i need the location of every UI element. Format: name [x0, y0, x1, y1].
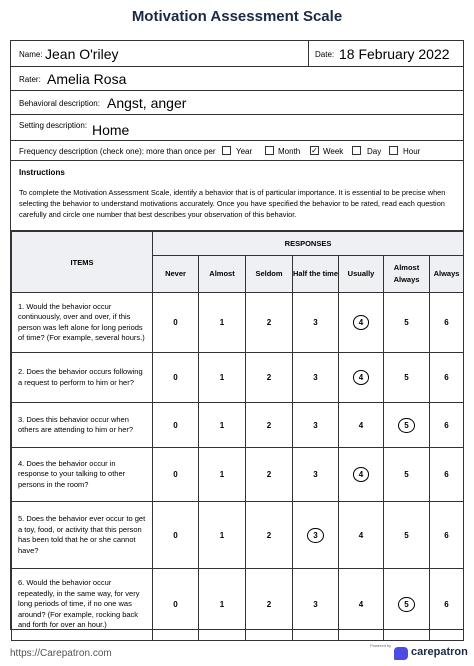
frequency-label: Frequency description (check one): more than once per — [19, 147, 216, 156]
response-value: 4 — [358, 600, 364, 609]
year-checkbox[interactable] — [222, 146, 231, 155]
circled-response: 3 — [307, 528, 323, 543]
response-cell[interactable] — [246, 403, 293, 448]
response-value: 0 — [173, 530, 178, 540]
response-cell[interactable] — [199, 569, 246, 641]
column-header: Never — [153, 256, 199, 293]
response-value: 6 — [444, 373, 449, 382]
response-cell[interactable] — [430, 569, 464, 641]
response-cell[interactable] — [199, 448, 246, 502]
response-value: 6 — [444, 318, 449, 327]
response-value: 3 — [313, 420, 318, 430]
response-value: 1 — [219, 470, 225, 479]
response-cell[interactable] — [384, 353, 430, 403]
response-value: 3 — [313, 470, 318, 479]
response-value: 4 — [358, 420, 364, 430]
column-header: Almost Always — [384, 256, 430, 293]
month-option-label: Month — [278, 147, 301, 156]
response-value: 1 — [219, 600, 225, 609]
week-checkbox[interactable] — [310, 146, 319, 155]
month-checkbox[interactable] — [265, 146, 274, 155]
response-cell[interactable] — [246, 569, 293, 641]
table-row — [12, 448, 464, 502]
name-label: Name: — [19, 50, 43, 59]
table-row — [12, 293, 464, 353]
column-header: Usually — [339, 256, 384, 293]
response-value: 6 — [444, 600, 449, 609]
page-title: Motivation Assessment Scale — [131, 8, 343, 25]
response-cell[interactable] — [430, 448, 464, 502]
name-value: Jean O'riley — [45, 46, 119, 62]
day-option-label: Day — [367, 147, 382, 156]
response-cell[interactable] — [293, 569, 339, 641]
divider — [308, 41, 309, 66]
year-option-label: Year — [236, 147, 253, 156]
behavior-row — [11, 91, 463, 115]
day-checkbox[interactable] — [352, 146, 361, 155]
response-cell[interactable] — [246, 448, 293, 502]
response-cell[interactable] — [339, 569, 384, 641]
responses-table — [11, 231, 464, 641]
response-cell[interactable] — [339, 353, 384, 403]
response-cell[interactable] — [293, 502, 339, 569]
week-option-label: Week — [323, 147, 344, 156]
response-value: 0 — [173, 600, 178, 609]
column-header: Almost — [199, 256, 246, 293]
response-value: 5 — [404, 530, 409, 540]
response-value: 6 — [444, 470, 449, 479]
response-cell[interactable] — [384, 502, 430, 569]
response-value: 3 — [313, 600, 318, 609]
circled-response: 5 — [398, 597, 414, 612]
column-header: Seldom — [246, 256, 293, 293]
response-value: 5 — [404, 470, 409, 479]
response-cell[interactable] — [153, 293, 199, 353]
response-cell[interactable] — [246, 293, 293, 353]
column-header: Always — [430, 256, 464, 293]
response-value: 5 — [404, 373, 409, 382]
response-cell[interactable] — [384, 569, 430, 641]
response-value: 1 — [219, 420, 225, 430]
response-cell[interactable] — [339, 403, 384, 448]
response-value: 6 — [444, 530, 449, 540]
behavior-value: Angst, anger — [107, 95, 187, 111]
circled-response: 4 — [353, 467, 369, 482]
response-cell[interactable] — [430, 403, 464, 448]
response-cell[interactable] — [384, 293, 430, 353]
response-cell[interactable] — [293, 448, 339, 502]
response-cell[interactable] — [384, 403, 430, 448]
response-cell[interactable] — [384, 448, 430, 502]
response-value: 3 — [313, 373, 318, 382]
instructions-text: To complete the Motivation Assessment Scale, identify a behavior that is of particular importance. It is essential to be precise when selecting the behavior to understand motivations accurately. Once you have specified the behavior to be rated, read each question carefully and circle one number that best describes your observation of this behavior. — [19, 188, 446, 219]
rater-row — [11, 67, 463, 91]
items-header: ITEMS — [12, 232, 153, 293]
item-question: 3. Does this behavior occur when others are attending to him or her? — [12, 403, 153, 448]
behavior-label: Behavioral description: — [19, 99, 100, 108]
response-cell[interactable] — [430, 353, 464, 403]
response-cell[interactable] — [293, 403, 339, 448]
table-row — [12, 502, 464, 569]
carepatron-link[interactable]: https://Carepatron.com — [10, 648, 112, 659]
response-value: 0 — [173, 470, 178, 479]
circled-response: 4 — [353, 370, 369, 385]
response-cell[interactable] — [293, 353, 339, 403]
hour-checkbox[interactable] — [389, 146, 398, 155]
checkmark-icon: ✓ — [311, 146, 318, 155]
rater-value: Amelia Rosa — [47, 71, 127, 87]
response-value: 1 — [219, 530, 225, 540]
response-cell[interactable] — [199, 403, 246, 448]
column-header: Half the time — [293, 256, 339, 293]
response-cell[interactable] — [430, 502, 464, 569]
table-row — [12, 569, 464, 641]
item-question: 2. Does the behavior occurs following a request to perform to him or her? — [12, 353, 153, 403]
response-value: 0 — [173, 318, 178, 327]
response-cell[interactable] — [246, 353, 293, 403]
response-cell[interactable] — [430, 293, 464, 353]
response-value: 2 — [266, 373, 272, 382]
response-value: 1 — [219, 373, 225, 382]
setting-value: Home — [92, 122, 130, 138]
setting-row — [11, 115, 463, 141]
date-value: 18 February 2022 — [339, 46, 450, 62]
response-cell[interactable] — [293, 293, 339, 353]
item-question: 1. Would the behavior occur continuously, over and over, if this person was left alone for long periods of time? (For example, several hours.) — [12, 293, 153, 353]
instructions-section — [11, 161, 463, 231]
carepatron-logo-icon — [394, 647, 408, 660]
hour-option-label: Hour — [403, 147, 421, 156]
frequency-row — [11, 141, 463, 161]
assessment-form — [10, 40, 464, 630]
table-row — [12, 403, 464, 448]
response-cell[interactable] — [153, 403, 199, 448]
response-value: 2 — [266, 470, 272, 479]
response-cell[interactable] — [199, 502, 246, 569]
response-cell[interactable] — [339, 502, 384, 569]
response-cell[interactable] — [153, 569, 199, 641]
item-question: 5. Does the behavior ever occur to get a toy, food, or activity that this person has been told that he or she cannot have? — [12, 502, 153, 569]
table-row — [12, 353, 464, 403]
responses-header: RESPONSES — [153, 232, 464, 256]
response-cell[interactable] — [153, 353, 199, 403]
instructions-title: Instructions — [19, 168, 65, 177]
response-value: 2 — [266, 600, 272, 609]
response-value: 2 — [266, 530, 272, 540]
response-cell[interactable] — [246, 502, 293, 569]
response-value: 1 — [219, 318, 225, 327]
response-value: 2 — [266, 318, 272, 327]
date-label: Date: — [315, 50, 335, 59]
carepatron-logo — [370, 643, 470, 661]
response-value: 3 — [313, 318, 318, 327]
name-row — [11, 41, 463, 67]
response-value: 0 — [173, 373, 178, 382]
response-value: 5 — [404, 318, 409, 327]
circled-response: 5 — [398, 418, 414, 433]
brand-name: carepatron — [411, 646, 468, 658]
response-cell[interactable] — [339, 448, 384, 502]
response-cell[interactable] — [153, 448, 199, 502]
item-question: 4. Does the behavior occur in response to your talking to other persons in the room? — [12, 448, 153, 502]
response-value: 2 — [266, 420, 272, 430]
response-cell[interactable] — [199, 353, 246, 403]
item-question: 6. Would the behavior occur repeatedly, in the same way, for very long periods of time, if no one was around? (For example, rocking back and forth for over an hour.) — [12, 569, 153, 641]
circled-response: 4 — [353, 315, 369, 330]
response-value: 4 — [358, 530, 364, 540]
response-cell[interactable] — [153, 502, 199, 569]
response-value: 6 — [444, 420, 449, 430]
response-cell[interactable] — [339, 293, 384, 353]
powered-by-text: Powered by — [370, 643, 392, 648]
response-cell[interactable] — [199, 293, 246, 353]
setting-label: Setting description: — [19, 121, 88, 130]
rater-label: Rater: — [19, 75, 41, 84]
response-value: 0 — [173, 420, 178, 430]
